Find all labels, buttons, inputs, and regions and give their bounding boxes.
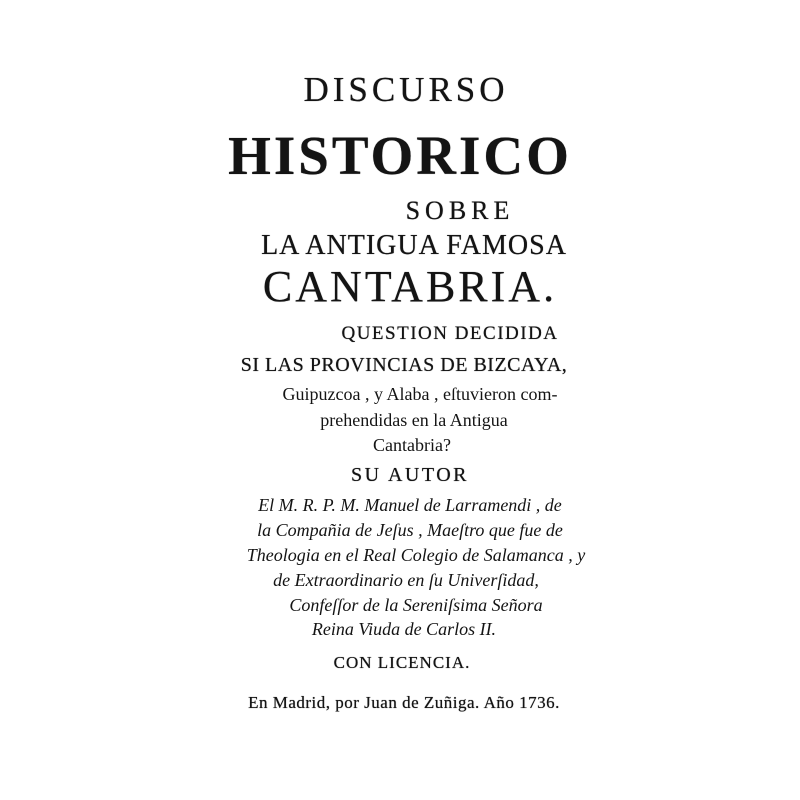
title-line-cantabria: CANTABRIA. [262, 262, 558, 311]
question-line-guipuzcoa: Guipuzcoa , y Alaba , eſtuvieron com- [282, 384, 558, 404]
author-line-name: El M. R. P. M. Manuel de Larramendi , de [258, 495, 562, 515]
question-line-provincias: SI LAS PROVINCIAS DE BIZCAYA, [240, 354, 568, 376]
licence-line: CON LICENCIA. [333, 653, 471, 672]
imprint-line: En Madrid, por Juan de Zuñiga. Año 1736. [248, 693, 560, 712]
title-line-discurso: DISCURSO [303, 70, 509, 109]
title-line-historico: HISTORICO [228, 125, 572, 186]
title-line-la-antigua-famosa: LA ANTIGUA FAMOSA [261, 230, 567, 261]
question-line-prehendidas: prehendidas en la Antigua [320, 410, 508, 430]
author-line-compania: la Compañia de Jeſus , Maeſtro que fue de [257, 520, 563, 540]
author-heading: SU AUTOR [351, 464, 469, 486]
author-line-universidad: de Extraordinario en ſu Univerſidad, [273, 570, 539, 590]
author-line-reina: Reina Viuda de Carlos II. [311, 619, 497, 639]
question-heading: QUESTION DECIDIDA [341, 323, 559, 344]
title-line-sobre: SOBRE [405, 196, 515, 225]
question-line-cantabria: Cantabria? [373, 435, 451, 455]
author-line-theologia: Theologia en el Real Colegio de Salamanca , y [246, 545, 586, 565]
author-line-confessor: Confeſſor de la Sereniſsima Señora [289, 595, 543, 615]
